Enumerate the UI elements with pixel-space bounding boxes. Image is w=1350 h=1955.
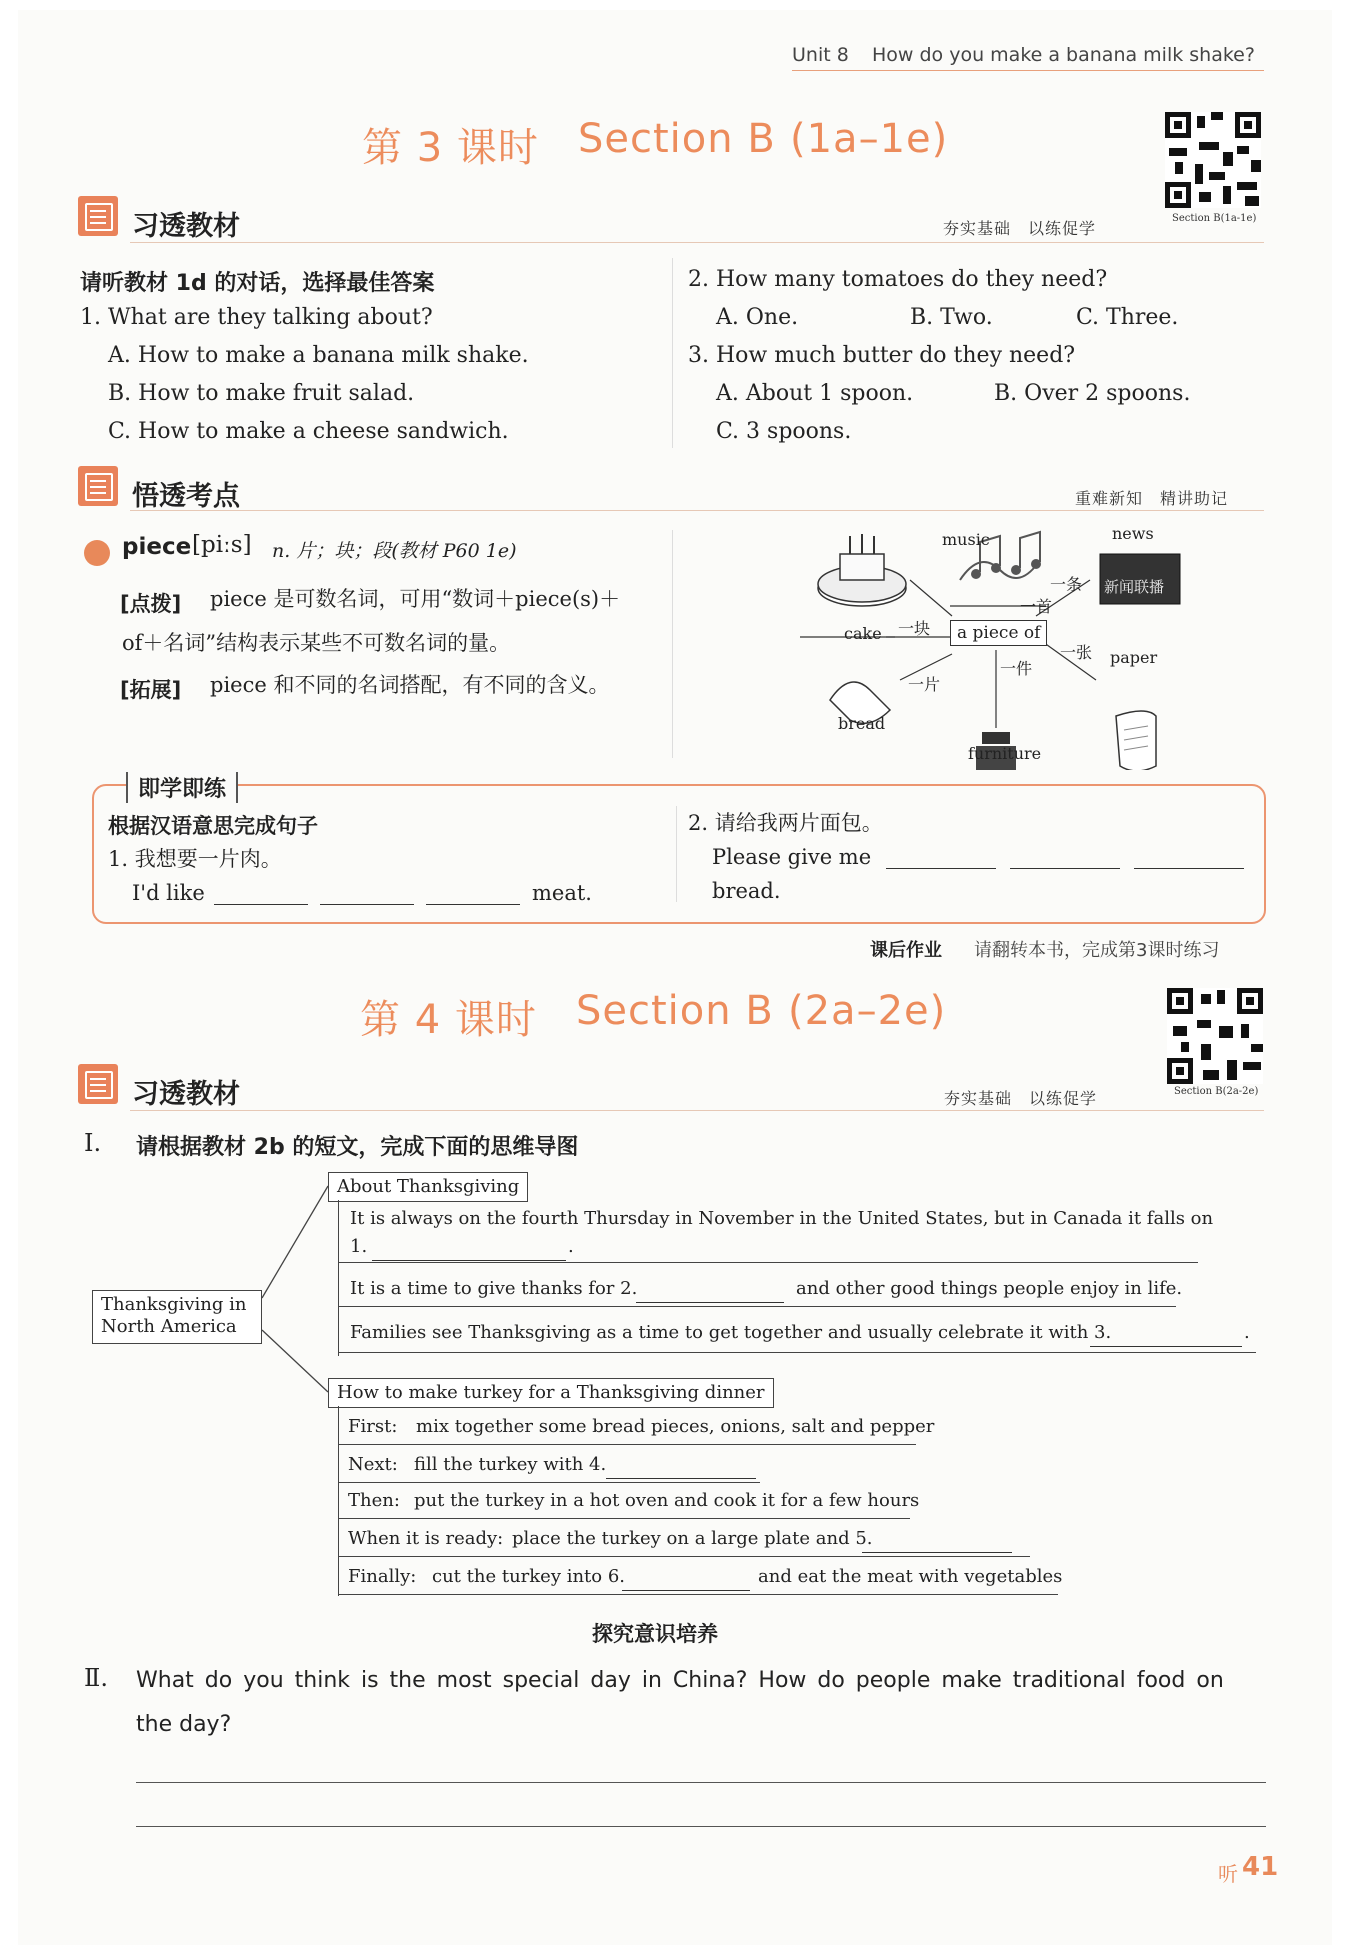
mindmap-rule [338, 1482, 760, 1483]
lesson4-title-range: (2a–2e) [788, 988, 947, 1034]
q3-option-b[interactable]: B. Over 2 spoons. [994, 381, 1191, 406]
mindmap-rule [338, 1352, 1256, 1353]
diagram-word-furniture: furniture [968, 744, 1042, 763]
step-first-label: First: [348, 1416, 398, 1437]
mindmap-branch-about: About Thanksgiving [328, 1172, 528, 1202]
step-finally-after: and eat the meat with vegetables [758, 1566, 1063, 1587]
diagram-cn-furniture: 一件 [1000, 659, 1033, 678]
qr-caption: Section B(1a-1e) [1172, 213, 1257, 224]
answer-blank[interactable] [372, 1240, 566, 1261]
step-ready-label: When it is ready: [348, 1528, 504, 1549]
lesson3-title-en: Section B [578, 116, 776, 162]
diagram-cn-bread: 一片 [908, 675, 941, 694]
mindmap-item-text: and other good things people enjoy in life. [796, 1278, 1183, 1299]
mindmap-rule [338, 1518, 910, 1519]
lesson4-title-en: Section B [576, 988, 774, 1034]
step-then-text: put the turkey in a hot oven and cook it for a few hours [414, 1490, 920, 1511]
q2-option-b[interactable]: B. Two. [910, 305, 993, 330]
homework-label: 课后作业 [870, 940, 942, 961]
q2-option-a[interactable]: A. One. [716, 305, 799, 330]
step-finally-label: Finally: [348, 1566, 417, 1587]
answer-blank[interactable] [636, 1282, 784, 1303]
q3-option-a[interactable]: A. About 1 spoon. [716, 381, 914, 406]
diagram-cn-cake: 一块 [898, 619, 931, 638]
diagram-cn-paper: 一张 [1060, 643, 1093, 662]
homework-text: 请翻转本书，完成第3课时练习 [974, 940, 1220, 961]
answer-blank[interactable] [606, 1458, 756, 1479]
diagram-tv-text: 新闻联播 [1104, 578, 1165, 596]
answer-blank[interactable] [862, 1532, 1012, 1553]
answer-blank[interactable] [1090, 1326, 1242, 1347]
ext-text: piece 和不同的名词搭配，有不同的含义。 [210, 673, 610, 697]
period: . [1244, 1322, 1250, 1343]
step-next-label: Next: [348, 1454, 398, 1475]
section-tag: 夯实基础 以练促学 [943, 219, 1097, 238]
lesson3-title-range: (1a–1e) [790, 116, 949, 162]
section-title: 习透教材 [132, 1079, 240, 1110]
section-title: 悟透考点 [132, 481, 240, 512]
part1-instruction: 请根据教材 2b 的短文，完成下面的思维导图 [136, 1135, 579, 1160]
diagram-word-cake: cake [844, 624, 882, 643]
mindmap-item-text: It is always on the fourth Thursday in November in the United States, but in Canada it falls on [350, 1208, 1214, 1229]
ext-label: [拓展] [120, 678, 182, 702]
part-of-speech: n. 片；块；段(教材 P60 1e) [272, 540, 517, 562]
section-tag: 重难新知 精讲助记 [1075, 489, 1229, 508]
step-then-label: Then: [348, 1490, 400, 1511]
mindmap-item-text: It is a time to give thanks for 2. [350, 1278, 638, 1299]
mindmap-root: Thanksgiving in North America [92, 1290, 262, 1344]
qr-caption: Section B(2a-2e) [1174, 1086, 1259, 1097]
practice-instruction: 根据汉语意思完成句子 [108, 814, 318, 838]
answer-line[interactable] [136, 1826, 1266, 1827]
question-2: 2. How many tomatoes do they need? [688, 267, 1108, 292]
section-tag: 夯实基础 以练促学 [944, 1089, 1098, 1108]
mindmap-rule [338, 1444, 916, 1445]
phonetic: [piːs] [192, 532, 252, 558]
mindmap-rule [338, 1556, 1030, 1557]
diagram-center: a piece of [950, 620, 1047, 646]
mindmap-rule [338, 1594, 1058, 1595]
instruction: 请听教材 1d 的对话，选择最佳答案 [80, 271, 435, 296]
question-3: 3. How much butter do they need? [688, 343, 1076, 368]
practice-q2-end: bread. [712, 879, 781, 903]
q2-option-c[interactable]: C. Three. [1076, 305, 1179, 330]
explore-title: 探究意识培养 [592, 1622, 718, 1646]
lesson4-title-cn: 第 4 课时 [360, 997, 537, 1043]
part1-number: Ⅰ. [84, 1129, 102, 1157]
practice-q1-cn: 1. 我想要一片肉。 [108, 847, 282, 871]
practice-q2-cn: 2. 请给我两片面包。 [688, 811, 883, 835]
q1-option-a[interactable]: A. How to make a banana milk shake. [108, 343, 529, 368]
tip-text-1: piece 是可数名词，可用“数词＋piece(s)＋ [210, 587, 621, 611]
step-finally-text: cut the turkey into 6. [432, 1566, 626, 1587]
step-ready-text: place the turkey on a large plate and 5. [512, 1528, 873, 1549]
bracket-line [338, 1200, 339, 1356]
practice-q2-start: Please give me [712, 845, 872, 869]
diagram-cn-news: 一条 [1050, 575, 1083, 594]
part2-number: Ⅱ. [84, 1664, 108, 1692]
vocab-word: piece [122, 534, 192, 560]
mindmap-rule [338, 1262, 1198, 1263]
tip-label: [点拨] [120, 592, 182, 616]
diagram-cn-music: 一首 [1020, 597, 1053, 616]
mindmap-item-text: Families see Thanksgiving as a time to get together and usually celebrate it with 3. [350, 1322, 1112, 1343]
question-1: 1. What are they talking about? [80, 305, 433, 330]
diagram-word-music: music [942, 530, 990, 549]
diagram-word-news: news [1112, 524, 1154, 543]
footer-listen: 听 [1218, 1862, 1238, 1886]
answer-line[interactable] [136, 1782, 1266, 1783]
unit-title: How do you make a banana milk shake? [872, 44, 1255, 66]
lesson3-title-cn: 第 3 课时 [362, 125, 539, 171]
unit-label: Unit 8 [792, 44, 849, 66]
mindmap-item-text: 1. [350, 1236, 368, 1257]
q3-option-c[interactable]: C. 3 spoons. [716, 419, 852, 444]
step-next-text: fill the turkey with 4. [414, 1454, 607, 1475]
q1-option-c[interactable]: C. How to make a cheese sandwich. [108, 419, 509, 444]
practice-q1-end: meat. [532, 881, 592, 905]
part2-line1: What do you think is the most special day in China? How do people make traditional food on [136, 1668, 1224, 1693]
diagram-word-bread: bread [838, 714, 886, 733]
step-first-text: mix together some bread pieces, onions, salt and pepper [416, 1416, 935, 1437]
answer-blank[interactable] [622, 1570, 750, 1591]
page-number: 41 [1242, 1852, 1279, 1882]
period: . [568, 1236, 574, 1257]
practice-title: 即学即练 [126, 772, 238, 803]
mindmap-rule [338, 1306, 1176, 1307]
section-title: 习透教材 [132, 211, 240, 242]
practice-q1-start: I'd like [132, 881, 205, 905]
q1-option-b[interactable]: B. How to make fruit salad. [108, 381, 415, 406]
diagram-word-paper: paper [1110, 648, 1158, 667]
part2-line2: the day? [136, 1712, 232, 1737]
bracket-line [338, 1406, 339, 1596]
tip-text-2: of＋名词”结构表示某些不可数名词的量。 [122, 631, 511, 655]
mindmap-branch-how: How to make turkey for a Thanksgiving dinner [328, 1378, 774, 1408]
